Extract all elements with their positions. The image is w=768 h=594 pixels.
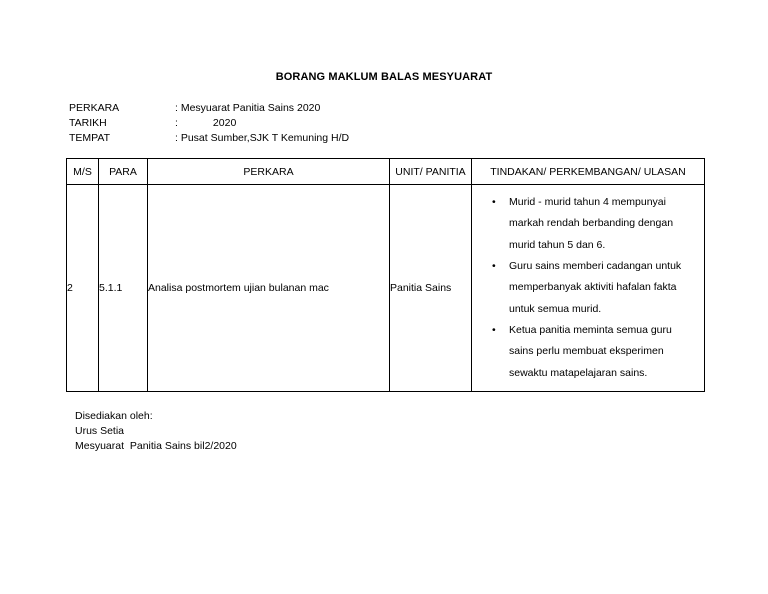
cell-para: 5.1.1 [99,185,148,392]
cell-perkara: Analisa postmortem ujian bulanan mac [148,185,390,392]
column-header-tindakan: TINDAKAN/ PERKEMBANGAN/ ULASAN [472,159,705,185]
cell-unit: Panitia Sains [390,185,472,392]
meta-value: : Mesyuarat Panitia Sains 2020 [175,102,321,114]
footer-prepared-by [75,409,237,454]
footer-line: Mesyuarat Panitia Sains bil2/2020 [75,440,237,452]
footer-line: Urus Setia [75,425,125,437]
cell-ms: 2 [67,185,99,392]
list-item [492,192,704,256]
meta-label: PERKARA [69,102,120,114]
list-item [492,256,704,320]
list-item [492,320,704,384]
action-text: Guru sains memberi cadangan untuk memperbanyak aktiviti hafalan fakta untuk semua murid. [509,260,682,315]
meta-label: TEMPAT [69,132,111,144]
footer-line: Disediakan oleh: [75,410,153,422]
column-header-ms: M/S [67,159,99,185]
meta-value: : 2020 [175,117,237,129]
column-header-para: PARA [99,159,148,185]
table-header-row [67,159,705,185]
meta-label: TARIKH [69,117,107,129]
bullet-icon: • [492,323,496,336]
action-text: Ketua panitia meminta semua guru sains perlu membuat eksperimen sewaktu matapelajaran sains. [509,323,672,379]
action-text: Murid - murid tahun 4 mempunyai markah rendah berbanding dengan murid tahun 5 dan 6. [509,196,674,251]
bullet-icon: • [492,196,496,209]
minutes-table [66,158,705,392]
action-list [472,192,704,384]
cell-tindakan [472,185,705,392]
document-title: BORANG MAKLUM BALAS MESYUARAT [275,71,493,83]
meta-value: : Pusat Sumber,SJK T Kemuning H/D [175,132,350,144]
column-header-unit: UNIT/ PANITIA [390,159,472,185]
table-row [67,185,705,392]
bullet-icon: • [492,260,496,273]
column-header-perkara: PERKARA [148,159,390,185]
